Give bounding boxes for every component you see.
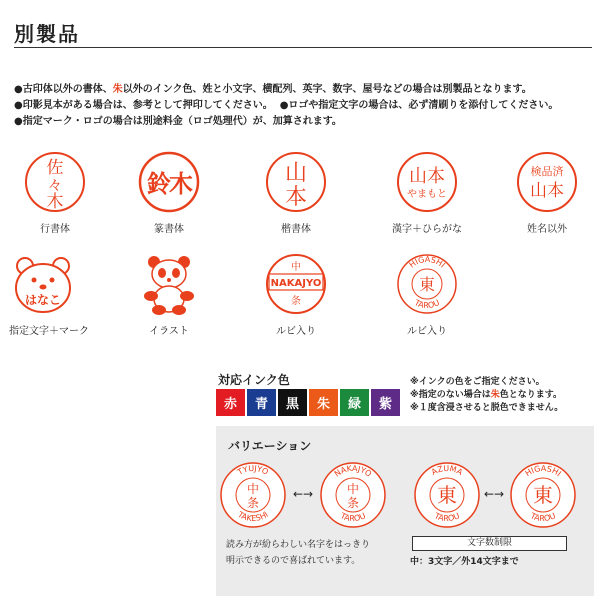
stamp-line2: 山本	[530, 181, 564, 201]
variation-char: 条	[346, 496, 360, 510]
variation-arc-bottom: TAROU	[432, 511, 462, 524]
stamp-tensho	[114, 150, 224, 235]
stamp-caption: 行書体	[40, 224, 70, 235]
stamp-sub: やまもと	[407, 189, 447, 200]
stamp-ruby-1	[241, 252, 351, 337]
panda-icon	[137, 252, 201, 316]
stamp-caption: ルビ入り	[407, 326, 447, 337]
ink-swatch-black: 黒	[278, 389, 307, 416]
char-limit-label: 文字数制限	[412, 536, 567, 551]
note-line-2	[14, 98, 558, 114]
variation-arc-bottom: TAROU	[528, 511, 558, 524]
page-title: 別製品	[14, 22, 80, 46]
note-1-pre: ●古印体以外の書体、	[14, 84, 113, 95]
stamp-gyosho-image	[23, 150, 87, 214]
stamp-line1: 検品済	[530, 165, 564, 178]
variation-arc-bottom: TAKESHI	[236, 509, 270, 524]
ink-note-2-red: 朱	[490, 390, 500, 400]
stamp-caption: 指定文字＋マーク	[9, 326, 89, 337]
notes	[14, 82, 558, 130]
note-line-3: ●指定マーク・ロゴの場合は別途料金（ロゴ処理代）が、加算されます。	[14, 116, 342, 127]
stamp-tensho-image	[137, 150, 201, 214]
stamp-text: はなこ	[24, 293, 62, 307]
variation-center: 東	[437, 483, 457, 507]
stamp-mark	[0, 252, 98, 337]
stamp-ruby-2-image	[395, 252, 459, 316]
stamp-bottom: 条	[291, 296, 301, 307]
stamp-non-name	[492, 150, 600, 235]
stamp-char: 山	[284, 161, 308, 186]
stamp-kaisho	[241, 150, 351, 235]
stamp-ruby-2	[372, 252, 482, 337]
stamp-caption: イラスト	[149, 326, 189, 337]
stamp-char: 木	[169, 169, 193, 198]
ink-swatch-vermilion: 朱	[309, 389, 338, 416]
ink-swatch-blue: 青	[247, 389, 276, 416]
stamp-kanji-hiragana-image	[395, 150, 459, 214]
stamp-kanji-hiragana	[372, 150, 482, 235]
variation-arc-top: AZUMA	[429, 463, 465, 477]
stamp-char: 佐	[46, 158, 64, 178]
ink-note-2	[410, 389, 563, 402]
stamp-center: 東	[418, 275, 436, 294]
ink-swatch-red: 赤	[216, 389, 245, 416]
variation-char: 中	[346, 482, 360, 496]
note-1-red: 朱	[112, 84, 123, 95]
ink-note-3: ※１度含浸させると脱色できません。	[410, 403, 564, 413]
stamp-char: 々	[47, 176, 63, 194]
stamp-char: 鈴	[147, 169, 171, 198]
stamp-ruby-1-image	[264, 252, 328, 316]
variation-arc-top: HIGASHI	[523, 463, 563, 479]
ink-swatch-green: 緑	[340, 389, 369, 416]
stamp-caption: ルビ入り	[276, 326, 316, 337]
note-1-post: 以外のインク色、姓と小文字、横配列、英字、数字、屋号などの場合は別製品となります。	[122, 84, 532, 95]
variation-arc-top: NAKAJYO	[332, 463, 374, 479]
variation-arc-bottom: TAROU	[338, 511, 368, 524]
stamp-gyosho	[0, 150, 110, 235]
variation-note-line-1: 読み方が紛らわしい名字をはっきり	[226, 540, 371, 550]
stamp-top: 中	[291, 262, 301, 273]
stamp-middle: NAKAJYO	[270, 278, 322, 289]
stamp-char: 本	[284, 185, 308, 210]
swap-arrow-icon: ←→	[484, 487, 505, 501]
ink-note-2-pre: ※指定のない場合は	[410, 390, 491, 400]
stamp-char: 木	[46, 192, 64, 212]
stamp-main: 山本	[409, 166, 445, 187]
stamp-caption: 漢字＋ひらがな	[392, 224, 462, 235]
stamp-arc-top: HIGASHI	[407, 254, 447, 270]
title-divider	[14, 47, 592, 48]
note-line-1	[14, 82, 558, 98]
variation-stamp-3	[412, 460, 482, 530]
variation-note-line-2: 明示できるので喜ばれています。	[226, 556, 361, 566]
stamp-caption: 楷書体	[281, 224, 311, 235]
ink-notes	[410, 376, 563, 415]
variation-center: 東	[533, 483, 553, 507]
ink-title: 対応インク色	[218, 373, 290, 387]
note-2b: ●ロゴや指定文字の場合は、必ず清刷りを添付してください。	[279, 100, 559, 111]
note-2a: ●印影見本がある場合は、参考として押印してください。	[14, 100, 273, 111]
stamp-caption: 姓名以外	[527, 224, 567, 235]
char-limit-text: 中：3文字／外14文字まで	[410, 557, 519, 567]
swap-arrow-icon: ←→	[293, 487, 314, 501]
stamp-illust	[114, 252, 224, 337]
stamp-non-name-image	[515, 150, 579, 214]
stamp-caption: 篆書体	[154, 224, 184, 235]
variation-char: 条	[246, 496, 260, 510]
ink-note-1: ※インクの色をご指定ください。	[410, 377, 545, 387]
svg-text:HIGASHI	[408, 255, 447, 270]
variation-title: バリエーション	[228, 439, 312, 453]
ink-swatches	[216, 389, 400, 416]
variation-char: 中	[246, 482, 260, 496]
stamp-arc-bottom: TAROU	[413, 298, 441, 311]
stamp-bear-image	[11, 252, 75, 316]
ink-note-2-post: 色となります。	[499, 390, 563, 400]
variation-note	[226, 537, 370, 569]
ink-swatch-purple: 紫	[371, 389, 400, 416]
variation-arc-top: TYUJYO	[236, 463, 270, 477]
variation-stamp-2	[318, 460, 388, 530]
variation-stamp-4	[508, 460, 578, 530]
stamp-kaisho-image	[264, 150, 328, 214]
variation-stamp-1	[218, 460, 288, 530]
